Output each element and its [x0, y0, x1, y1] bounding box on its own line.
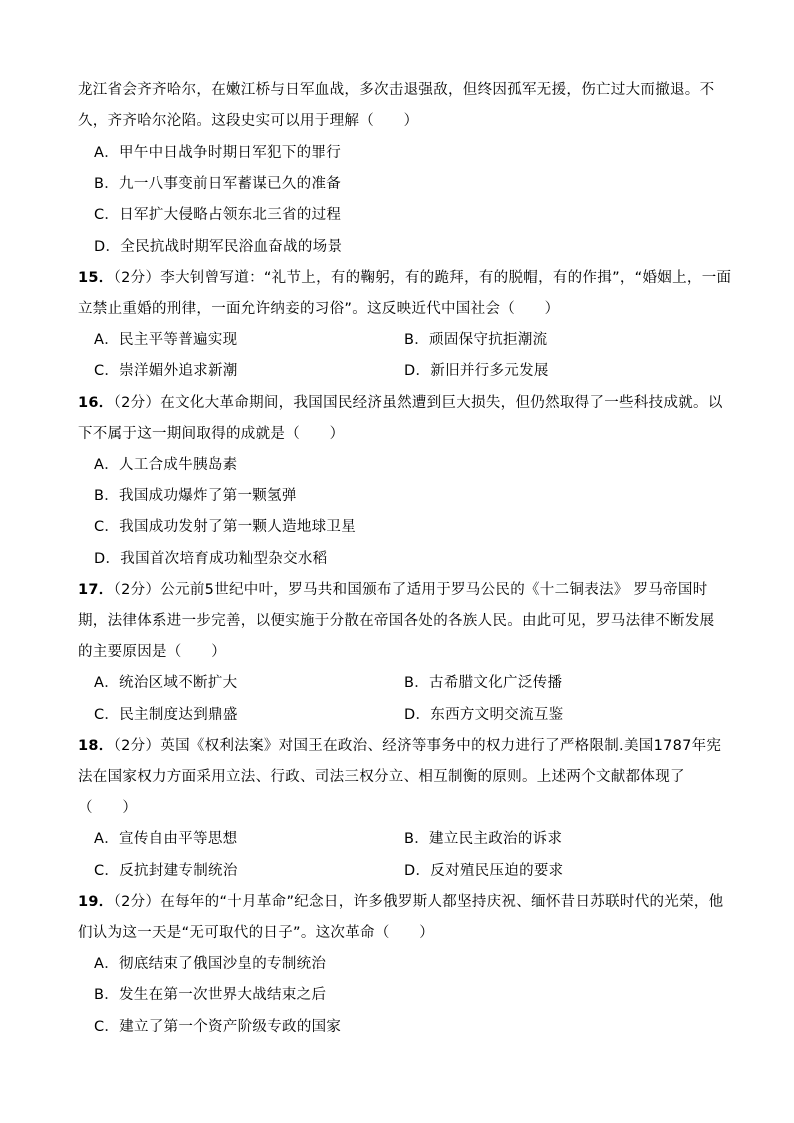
q16-option-b[interactable]: B．我国成功爆炸了第一颗氢弹 [94, 488, 297, 504]
q16-line-2: 下不属于这一期间取得的成就是（ ） [78, 426, 345, 442]
q19-score: （2分） [113, 894, 161, 910]
q16-number: 16． [78, 395, 114, 411]
q17-option-a[interactable]: A．统治区域不断扩大 [94, 675, 238, 691]
q19-option-c[interactable]: C．建立了第一个资产阶级专政的国家 [94, 1019, 342, 1035]
q16-score: （2分） [113, 395, 161, 411]
q15-number: 15． [78, 270, 114, 286]
q14-option-b[interactable]: B．九一八事变前日军蓄谋已久的准备 [94, 176, 342, 192]
q17-option-b[interactable]: B．古希腊文化广泛传播 [404, 675, 563, 691]
q15-score: （2分） [113, 270, 161, 286]
q18-option-a[interactable]: A．宣传自由平等思想 [94, 831, 238, 847]
q15-option-a[interactable]: A．民主平等普遍实现 [94, 332, 238, 348]
q18-option-d[interactable]: D．反对殖民压迫的要求 [404, 863, 564, 879]
q18-text-1: 英国《权利法案》对国王在政治、经济等事务中的权力进行了严格限制.美国1787年宪 [160, 738, 722, 754]
q16-option-c[interactable]: C．我国成功发射了第一颗人造地球卫星 [94, 519, 357, 535]
q19-text-1: 在每年的“十月革命”纪念日，许多俄罗斯人都坚持庆祝、缅怀昔日苏联时代的光荣，他 [160, 894, 724, 910]
q19-option-a[interactable]: A．彻底结束了俄国沙皇的专制统治 [94, 956, 327, 972]
q19-number: 19． [78, 894, 114, 910]
q18-option-c[interactable]: C．反抗封建专制统治 [94, 863, 238, 879]
q14-line-2: 久，齐齐哈尔沦陷。这段史实可以用于理解（ ） [78, 113, 419, 129]
q18-number: 18． [78, 738, 114, 754]
q17-option-d[interactable]: D．东西方文明交流互鉴 [404, 707, 564, 723]
q15-option-c[interactable]: C．崇洋媚外追求新潮 [94, 363, 238, 379]
q19-option-b[interactable]: B．发生在第一次世界大战结束之后 [94, 987, 327, 1003]
q14-option-c[interactable]: C．日军扩大侵略占领东北三省的过程 [94, 207, 342, 223]
q14-option-d[interactable]: D．全民抗战时期军民浴血奋战的场景 [94, 239, 343, 255]
q15-line-1 [78, 268, 732, 288]
q17-score: （2分） [113, 582, 161, 598]
q18-line-1 [78, 736, 722, 756]
q14-line-1: 龙江省会齐齐哈尔，在嫩江桥与日军血战，多次击退强敌，但终因孤军无援，伤亡过大而撤退。不 [78, 82, 715, 98]
q15-option-d[interactable]: D．新旧并行多元发展 [404, 363, 549, 379]
q14-option-a[interactable]: A．甲午中日战争时期日军犯下的罪行 [94, 145, 342, 161]
q19-line-2: 们认为这一天是“无可取代的日子”。这次革命（ ） [78, 925, 435, 941]
q18-line-3: （ ） [78, 800, 138, 816]
q15-line-2: 立禁止重婚的刑律，一面允许纳妾的习俗”。这反映近代中国社会（ ） [78, 301, 560, 317]
q18-option-b[interactable]: B．建立民主政治的诉求 [404, 831, 563, 847]
q17-line-3: 的主要原因是（ ） [78, 644, 226, 660]
q17-line-1 [78, 580, 718, 600]
q17-option-c[interactable]: C．民主制度达到鼎盛 [94, 707, 238, 723]
q16-line-1 [78, 393, 723, 413]
q16-text-1: 在文化大革命期间，我国国民经济虽然遭到巨大损失，但仍然取得了一些科技成就。以 [160, 395, 723, 411]
q16-option-a[interactable]: A．人工合成牛胰岛素 [94, 457, 238, 473]
q19-line-1 [78, 892, 724, 912]
q17-text-1: 公元前5世纪中叶，罗马共和国颁布了适用于罗马公民的《十二铜表法》 罗马帝国时 [160, 582, 708, 598]
q15-option-b[interactable]: B．顽固保守抗拒潮流 [404, 332, 548, 348]
q18-line-2: 法在国家权力方面采用立法、行政、司法三权分立、相互制衡的原则。上述两个文献都体现了 [78, 769, 685, 785]
q15-text-1: 李大钊曾写道：“礼节上，有的鞠躬，有的跪拜，有的脱帽，有的作揖”，“婚姻上，一面 [160, 270, 732, 286]
q17-line-2: 期，法律体系进一步完善，以便实施于分散在帝国各处的各族人民。由此可见，罗马法律不断发展 [78, 613, 715, 629]
q18-score: （2分） [113, 738, 161, 754]
q16-option-d[interactable]: D．我国首次培育成功籼型杂交水稻 [94, 551, 328, 567]
q17-number: 17． [78, 582, 114, 598]
